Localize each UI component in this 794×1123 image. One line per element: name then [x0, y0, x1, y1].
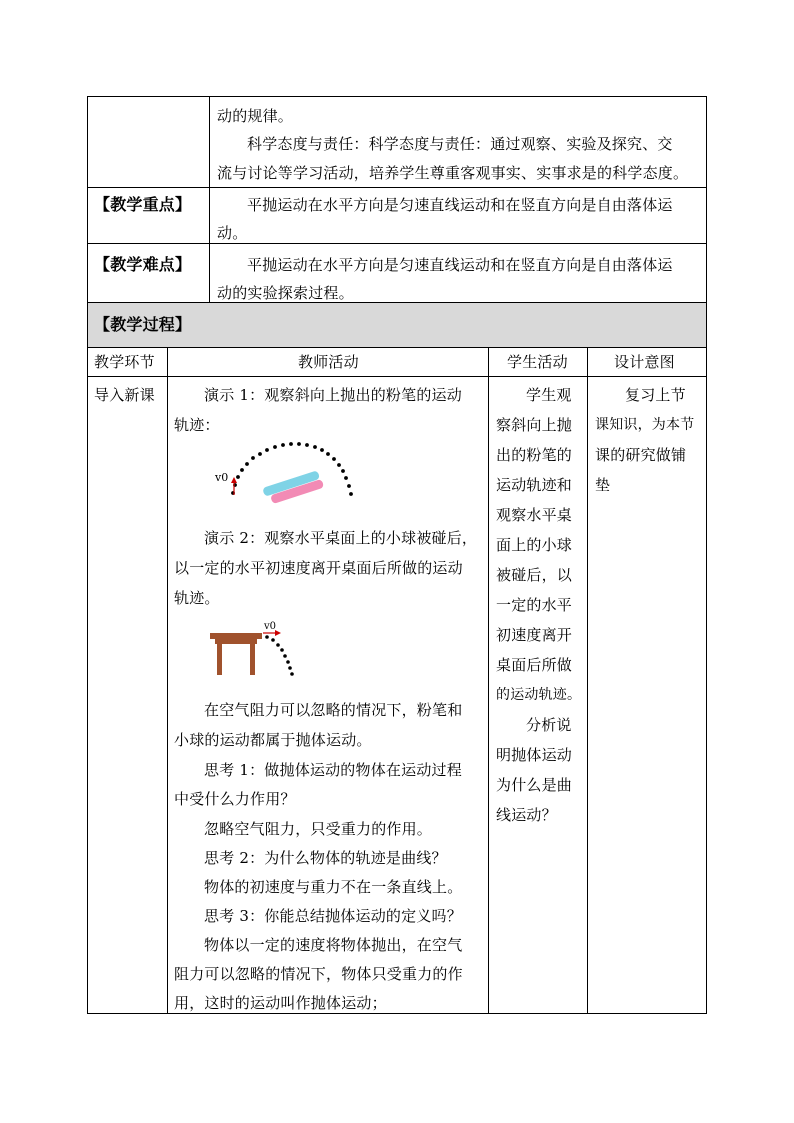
figure-table-ball	[207, 618, 307, 686]
header-design: 设计意图	[614, 353, 675, 371]
teacher-body-7: 物体的初速度与重力不在一条直线上。	[204, 878, 463, 896]
teacher-body-6: 思考 2：为什么物体的轨迹是曲线？	[204, 849, 447, 867]
table-drawing	[210, 633, 262, 675]
student-line-4: 运动轨迹和	[496, 476, 573, 494]
student-line-1: 学生观	[526, 386, 572, 404]
demo2-line-3: 轨迹。	[174, 589, 220, 607]
demo2-line-1: 演示 2：观察水平桌面上的小球被碰后，	[204, 529, 478, 547]
design-line-4: 垫	[595, 476, 611, 494]
focus-line-2: 动。	[217, 224, 248, 242]
student-line-2: 察斜向上抛	[496, 416, 573, 434]
demo1-line-2: 轨迹：	[174, 416, 220, 434]
difficulty-line-1: 平抛运动在水平方向是匀速直线运动和在竖直方向是自由落体运	[247, 256, 673, 274]
figure-chalk-trajectory	[210, 443, 360, 513]
design-line-1: 复习上节	[625, 386, 686, 404]
header-student: 学生活动	[507, 353, 568, 371]
student-line-11: 的运动轨迹。	[496, 687, 582, 703]
student-line-15: 线运动？	[496, 806, 557, 824]
student-line-6: 面上的小球	[496, 536, 573, 554]
student-line-12: 分析说	[526, 716, 572, 734]
teacher-body-10: 阻力可以忽略的情况下，物体只受重力的作	[174, 965, 463, 983]
student-line-5: 观察水平桌	[496, 506, 573, 524]
design-line-2: 课知识，为本节	[595, 417, 695, 433]
teacher-body-8: 思考 3：你能总结抛体运动的定义吗？	[204, 907, 462, 925]
teacher-body-2: 小球的运动都属于抛体运动。	[174, 731, 372, 749]
demo1-line-1: 演示 1：观察斜向上抛出的粉笔的运动	[204, 386, 462, 404]
teacher-body-5: 忽略空气阻力，只受重力的作用。	[204, 820, 433, 838]
row1-line-1: 动的规律。	[217, 107, 294, 125]
teacher-body-9: 物体以一定的速度将物体抛出，在空气	[204, 936, 463, 954]
focus-line-1: 平抛运动在水平方向是匀速直线运动和在竖直方向是自由落体运	[247, 196, 673, 214]
difficulty-line-2: 动的实验探索过程。	[217, 284, 354, 302]
row1-line-3: 流与讨论等学习活动，培养学生尊重客观事实、实事求是的科学态度。	[217, 164, 689, 182]
teacher-body-4: 中受什么力作用？	[174, 790, 296, 808]
student-line-9: 初速度离开	[496, 626, 573, 644]
row1-line-2: 科学态度与责任：科学态度与责任：通过观察、实验及探究、交	[247, 135, 673, 153]
chalk-pieces	[262, 470, 324, 504]
student-line-3: 出的粉笔的	[496, 446, 573, 464]
student-line-10: 桌面后所做	[496, 656, 573, 674]
stage-cell: 导入新课	[94, 386, 155, 404]
design-line-3: 课的研究做铺	[595, 446, 687, 464]
v0-label-1: v0	[215, 471, 229, 484]
focus-label: 【教学重点】	[94, 195, 192, 214]
student-line-7: 被碰后，以	[496, 566, 573, 584]
teacher-body-3: 思考 1：做抛体运动的物体在运动过程	[204, 761, 462, 779]
demo2-line-2: 以一定的水平初速度离开桌面后所做的运动	[174, 559, 463, 577]
v0-label-2: v0	[264, 621, 277, 632]
student-line-13: 明抛体运动	[496, 746, 573, 764]
header-teacher: 教师活动	[298, 353, 359, 371]
process-title: 【教学过程】	[94, 315, 192, 334]
ball-dots	[265, 635, 294, 676]
difficulty-label: 【教学难点】	[94, 255, 192, 274]
teacher-body-1: 在空气阻力可以忽略的情况下，粉笔和	[204, 701, 463, 719]
student-line-14: 为什么是曲	[496, 776, 573, 794]
header-stage: 教学环节	[94, 353, 155, 371]
student-line-8: 一定的水平	[496, 596, 573, 614]
teacher-body-11: 用，这时的运动叫作抛体运动；	[174, 994, 387, 1012]
